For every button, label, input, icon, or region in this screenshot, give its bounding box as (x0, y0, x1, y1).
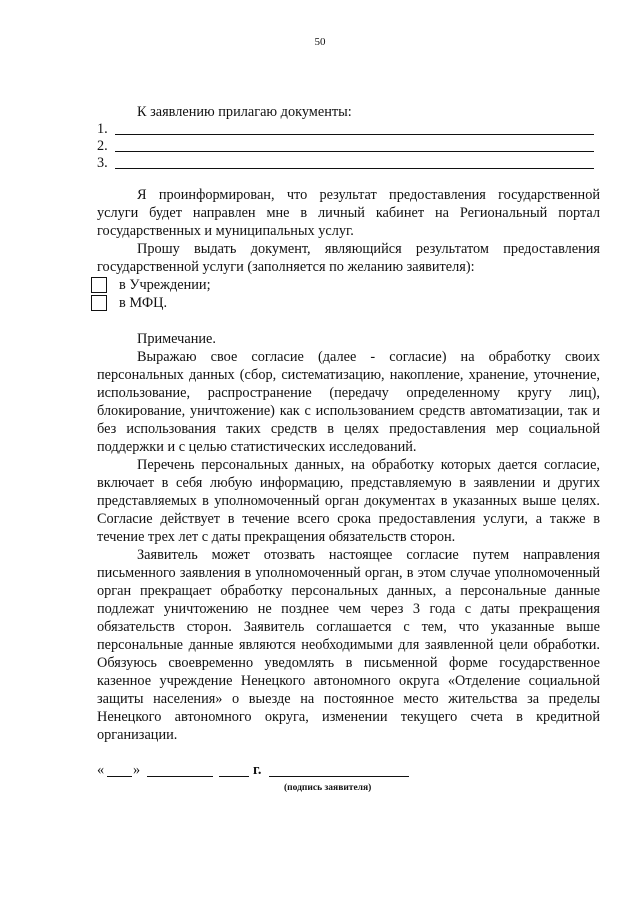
mfc-checkbox[interactable] (91, 295, 107, 311)
informed-paragraph: Я проинформирован, что результат предоставления государственной услуги будет направлен мне в личный кабинет на Региональный портал государственных и муниципальных услуг. (97, 187, 600, 239)
attachment-line-2[interactable] (97, 138, 600, 154)
date-quote-close: » (133, 762, 141, 778)
signature-caption: (подпись заявителя) (284, 783, 372, 793)
attachments-heading: К заявлению прилагаю документы: (137, 104, 352, 120)
attachment-line-3[interactable] (97, 155, 600, 171)
option-label: в Учреждении; (119, 277, 211, 293)
attachment-number: 1. (97, 121, 108, 137)
attachment-blank (115, 168, 594, 169)
request-paragraph: Прошу выдать документ, являющийся результатом предоставления государственной услуги (заполняется по желанию заявителя): (97, 241, 600, 275)
attachment-blank (115, 134, 594, 135)
option-institution[interactable] (97, 276, 600, 294)
day-blank[interactable] (107, 776, 132, 777)
note-heading: Примечание. (137, 331, 216, 347)
date-quote-open: « (97, 762, 105, 778)
consent-paragraph: Выражаю свое согласие (далее - согласие) на обработку своих персональных данных (сбор, систематизацию, накопление, хранение, уточнение, использование, распространение (передачу определенному кругу лиц), блокирование, уничтожение) как с использованием средств автоматизации, так и без использования таких средств в целях предоставления мер социальной поддержки и с целью статистических исследований. (97, 349, 600, 455)
option-label: в МФЦ. (119, 295, 168, 311)
signature-line[interactable] (269, 776, 409, 777)
attachment-line-1[interactable] (97, 121, 600, 137)
withdrawal-paragraph: Заявитель может отозвать настоящее согласие путем направления письменного заявления в уполномоченный орган, в этом случае уполномоченный орган прекращает обработку персональных данных, а персональные данные подлежат уничтожению не позднее чем через 3 года с даты прекращения обязательств сторон. Заявитель соглашается с тем, что указанные выше персональные данные являются необходимыми для заявленной цели обработки. Обязуюсь своевременно уведомлять в письменной форме государственное казенное учреждение Ненецкого автономного округа «Отделение социальной защиты населения» о выезде на постоянное место жительства за пределы Ненецкого автономного округа, изменении текущего счета в кредитной организации. (97, 547, 600, 743)
attachment-number: 2. (97, 138, 108, 154)
year-blank[interactable] (219, 776, 249, 777)
year-suffix: г. (253, 762, 262, 778)
attachment-number: 3. (97, 155, 108, 171)
option-mfc[interactable] (97, 294, 600, 312)
attachment-blank (115, 151, 594, 152)
month-blank[interactable] (147, 776, 213, 777)
institution-checkbox[interactable] (91, 277, 107, 293)
page-number: 50 (314, 36, 326, 48)
data-scope-paragraph: Перечень персональных данных, на обработку которых дается согласие, включает в себя любую информацию, представляемую в заявлении и других представляемых в уполномоченный орган документах в указанных выше целях. Согласие действует в течение всего срока предоставления услуги, а также в течение трех лет с даты прекращения обязательств сторон. (97, 457, 600, 545)
main-text (97, 186, 600, 744)
signature-block (97, 762, 427, 802)
